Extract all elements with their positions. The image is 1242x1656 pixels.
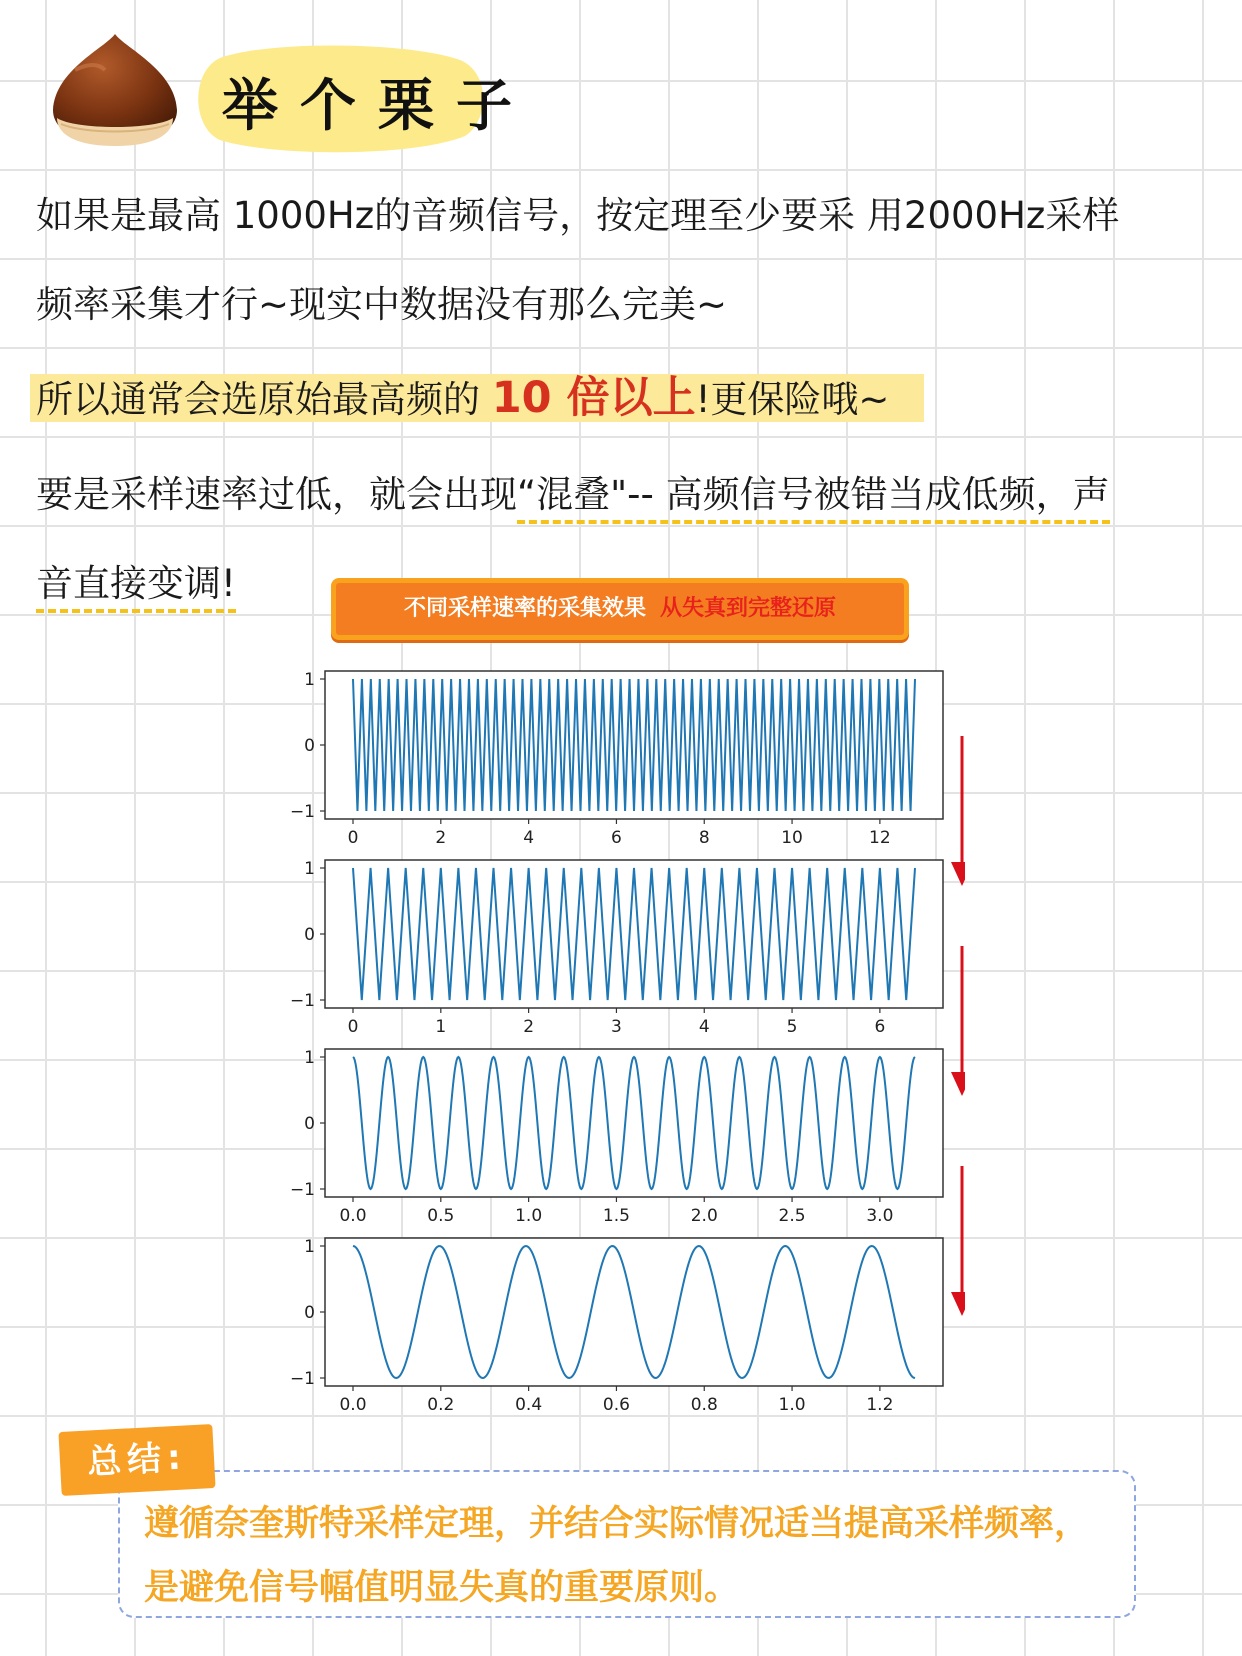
chestnut-icon xyxy=(45,30,185,150)
chart-banner-text: 不同采样速率的采集效果 xyxy=(403,596,646,621)
x-tick-label: 8 xyxy=(698,828,710,848)
summary-line-1: 遵循奈奎斯特采样定理，并结合实际情况适当提高采样频率， xyxy=(144,1504,1090,1544)
paragraph-2: 频率采集才行~现实中数据没有那么完美~ xyxy=(36,283,728,326)
y-tick-label: −1 xyxy=(289,991,315,1011)
x-tick-label: 0.5 xyxy=(427,1206,455,1226)
y-tick-label: 1 xyxy=(304,1048,315,1068)
y-tick-label: 0 xyxy=(304,1303,315,1323)
x-tick-label: 1.2 xyxy=(866,1395,894,1415)
p3-suffix: !更保险哦~ xyxy=(695,378,890,421)
x-tick-label: 0.8 xyxy=(690,1395,718,1415)
x-tick-label: 1 xyxy=(435,1017,447,1037)
x-tick-label: 2.5 xyxy=(778,1206,806,1226)
plot-panel-3 xyxy=(290,1048,943,1226)
x-tick-label: 4 xyxy=(523,828,535,848)
page-title: 举个栗子 xyxy=(222,74,534,139)
y-tick-label: 1 xyxy=(304,670,315,690)
paragraph-4 xyxy=(36,475,1110,515)
y-tick-label: −1 xyxy=(289,1369,315,1389)
paragraph-1: 如果是最高 1000Hz的音频信号，按定理至少要采 用2000Hz采样 xyxy=(36,194,1120,237)
x-tick-label: 10 xyxy=(781,828,803,848)
x-tick-label: 0 xyxy=(347,828,359,848)
x-tick-label: 0.0 xyxy=(339,1395,367,1415)
plot-panel-2 xyxy=(290,859,943,1037)
y-tick-label: −1 xyxy=(289,1180,315,1200)
p5-underlined: 音直接变调! xyxy=(36,562,236,613)
p4-prefix: 要是采样速率过低，就会出现 xyxy=(36,473,517,516)
x-tick-label: 0.0 xyxy=(339,1206,367,1226)
chart-banner xyxy=(331,578,909,640)
paragraph-5 xyxy=(36,564,236,604)
x-tick-label: 3 xyxy=(611,1017,622,1037)
y-tick-label: 0 xyxy=(304,925,315,945)
down-arrow-icon xyxy=(951,946,965,1096)
x-tick-label: 0 xyxy=(347,1017,359,1037)
x-tick-label: 0.6 xyxy=(602,1395,630,1415)
x-tick-label: 0.2 xyxy=(427,1395,455,1415)
summary-line-2: 是避免信号幅值明显失真的重要原则。 xyxy=(144,1568,740,1608)
p3-prefix: 所以通常会选原始最高频的 xyxy=(36,378,492,421)
x-tick-label: 6 xyxy=(611,828,622,848)
paragraph-3 xyxy=(36,373,890,423)
y-tick-label: −1 xyxy=(289,802,315,822)
plot-panel-1 xyxy=(290,670,943,848)
chart-banner-highlight: 从失真到完整还原 xyxy=(660,596,837,621)
y-tick-label: 0 xyxy=(304,736,315,756)
sampling-plots xyxy=(275,656,965,1426)
x-tick-label: 3.0 xyxy=(866,1206,894,1226)
x-tick-label: 1.5 xyxy=(602,1206,630,1226)
x-tick-label: 0.4 xyxy=(515,1395,543,1415)
p4-aliasing-underlined: “混叠"-- 高频信号被错当成低频，声 xyxy=(517,473,1110,524)
plot-panel-4 xyxy=(290,1237,943,1415)
x-tick-label: 2 xyxy=(523,1017,535,1037)
y-tick-label: 1 xyxy=(304,859,315,879)
down-arrow-icon xyxy=(951,1166,965,1316)
x-tick-label: 4 xyxy=(698,1017,710,1037)
down-arrow-icon xyxy=(951,736,965,886)
summary-label: 总结: xyxy=(58,1424,215,1496)
y-tick-label: 1 xyxy=(304,1237,315,1257)
x-tick-label: 2 xyxy=(435,828,447,848)
x-tick-label: 5 xyxy=(786,1017,798,1037)
x-tick-label: 6 xyxy=(874,1017,886,1037)
x-tick-label: 2.0 xyxy=(690,1206,718,1226)
x-tick-label: 1.0 xyxy=(515,1206,543,1226)
y-tick-label: 0 xyxy=(304,1114,315,1134)
emphasis-10x: 10 倍以上 xyxy=(491,373,696,423)
x-tick-label: 1.0 xyxy=(778,1395,806,1415)
plot-frame xyxy=(325,1049,943,1197)
x-tick-label: 12 xyxy=(869,828,891,848)
